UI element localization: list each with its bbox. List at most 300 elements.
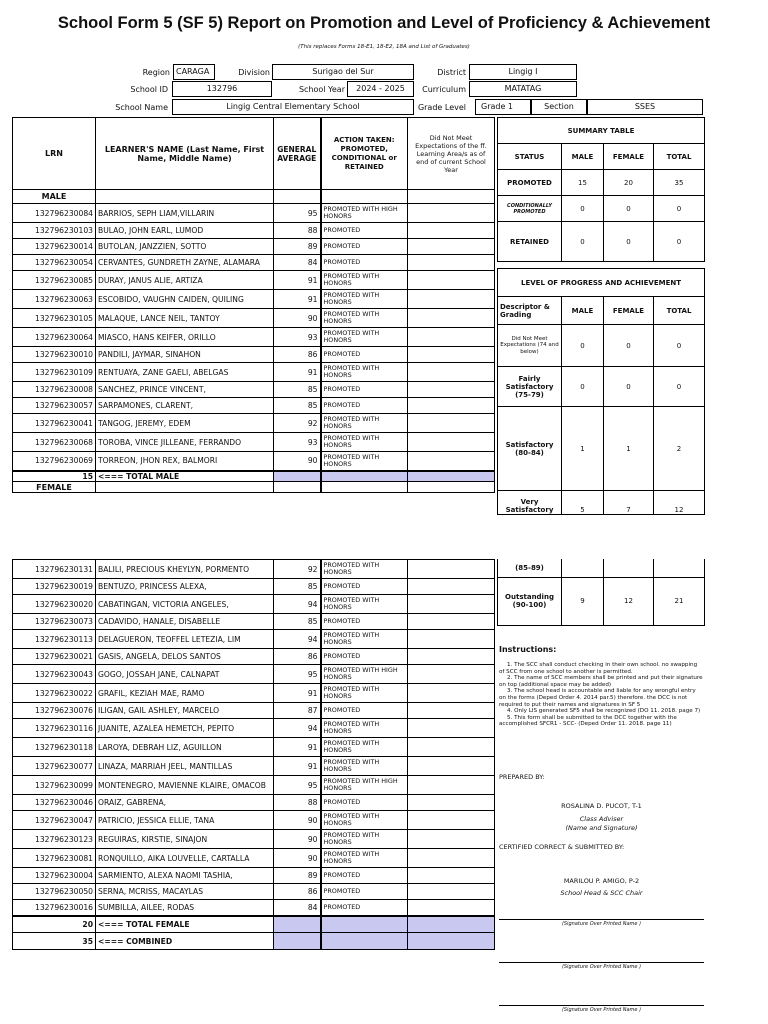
learner-action: PROMOTED WITH HONORS [321, 719, 408, 738]
learner-action: PROMOTED WITH HIGH HONORS [321, 204, 408, 223]
learner-lrn: 132796230008 [13, 382, 96, 398]
learner-row [13, 204, 495, 223]
learners-table-bottom [12, 559, 495, 950]
learner-average: 90 [274, 849, 321, 868]
learner-name: CADAVIDO, HANALE, DISABELLE [96, 614, 274, 630]
signature-caption: (Signature Over Printed Name ) [561, 964, 642, 970]
summary-status-header: STATUS [498, 144, 562, 170]
col-action: ACTION TAKEN: PROMOTED, CONDITIONAL or RETAINED [321, 118, 408, 190]
learner-row [13, 560, 495, 579]
learner-row [13, 290, 495, 309]
form-title: School Form 5 (SF 5) Report on Promotion and Level of Proficiency & Achievement [57, 14, 711, 32]
curriculum-value: MATATAG [469, 81, 577, 97]
learner-action: PROMOTED [321, 347, 408, 363]
learner-name: MONTENEGRO, MAVIENNE KLAIRE, OMACOB [96, 776, 274, 795]
learner-action: PROMOTED WITH HONORS [321, 811, 408, 830]
learner-action: PROMOTED WITH HONORS [321, 738, 408, 757]
learner-lrn: 132796230084 [13, 204, 96, 223]
learner-lrn: 132796230064 [13, 328, 96, 347]
curriculum-label: Curriculum [422, 85, 466, 94]
learner-average: 86 [274, 884, 321, 900]
district-label: District [437, 68, 466, 77]
summary-promoted-label: PROMOTED [498, 170, 562, 196]
learner-lrn: 132796230054 [13, 255, 96, 271]
learner-name: RENTUAYA, ZANE GAELI, ABELGAS [96, 363, 274, 382]
certified-label: CERTIFIED CORRECT & SUBMITTED BY: [499, 843, 625, 851]
learner-average: 88 [274, 223, 321, 239]
adviser-note: (Name and Signature) [565, 824, 638, 832]
learner-average: 93 [274, 433, 321, 452]
learner-name: ORAIZ, GABRENA, [96, 795, 274, 811]
progress-out-total: 21 [654, 577, 705, 625]
learner-row [13, 414, 495, 433]
learners-table-top [12, 117, 495, 493]
learner-row [13, 811, 495, 830]
school-name-label: School Name [115, 103, 168, 112]
learner-dnm [408, 757, 495, 776]
learner-dnm [408, 649, 495, 665]
learner-lrn: 132796230105 [13, 309, 96, 328]
learner-name: SARMIENTO, ALEXA NAOMI TASHIA, [96, 868, 274, 884]
col-lrn: LRN [13, 118, 96, 190]
learner-action: PROMOTED WITH HONORS [321, 560, 408, 579]
female-label: FEMALE [13, 482, 96, 493]
learner-name: GRAFIL, KEZIAH MAE, RAMO [96, 684, 274, 703]
learner-name: SUMBILLA, AILEE, RODAS [96, 900, 274, 916]
learner-row [13, 738, 495, 757]
progress-sat-total: 2 [654, 407, 705, 491]
progress-vsat-female: 7 [604, 491, 654, 515]
learner-average: 91 [274, 271, 321, 290]
summary-retained-female: 0 [604, 222, 654, 262]
learner-row [13, 665, 495, 684]
learner-average: 95 [274, 776, 321, 795]
learner-lrn: 132796230123 [13, 830, 96, 849]
learner-average: 94 [274, 630, 321, 649]
learner-action: PROMOTED WITH HONORS [321, 414, 408, 433]
learner-average: 94 [274, 595, 321, 614]
progress-total-header: TOTAL [654, 297, 705, 325]
learner-dnm [408, 255, 495, 271]
table-header-row [13, 118, 495, 190]
learner-average: 86 [274, 347, 321, 363]
grade-level-label: Grade Level [417, 103, 466, 112]
total-female-label: <=== TOTAL FEMALE [96, 916, 274, 933]
instructions-title: Instructions: [499, 645, 557, 654]
learner-name: BENTUZO, PRINCESS ALEXA, [96, 579, 274, 595]
learner-dnm [408, 382, 495, 398]
total-male-label: <=== TOTAL MALE [96, 471, 274, 482]
learner-dnm [408, 223, 495, 239]
learner-lrn: 132796230109 [13, 363, 96, 382]
learner-dnm [408, 239, 495, 255]
learner-average: 91 [274, 757, 321, 776]
learner-dnm [408, 204, 495, 223]
learner-name: TORREON, JHON REX, BALMORI [96, 452, 274, 471]
col-dnm: Did Not Meet Expectations of the ff. Learning Area/s as of end of current School Year [408, 118, 495, 190]
learner-name: ESCOBIDO, VAUGHN CAIDEN, QUILING [96, 290, 274, 309]
summary-conditional-male: 0 [562, 196, 604, 222]
learner-lrn: 132796230099 [13, 776, 96, 795]
summary-conditional-total: 0 [654, 196, 705, 222]
learner-average: 87 [274, 703, 321, 719]
total-male-count: 15 [13, 471, 96, 482]
learner-action: PROMOTED [321, 398, 408, 414]
learner-row [13, 703, 495, 719]
instruction-item: 3. The school head is accountable and liable for any wrongful entry on the forms (Deped Order 4. 2014 par.5) therefore. the DCC is not required to put their names and signatures in SF 5 [499, 688, 696, 708]
learner-dnm [408, 614, 495, 630]
learner-average: 91 [274, 363, 321, 382]
learner-dnm [408, 398, 495, 414]
progress-vsat-total: 12 [654, 491, 705, 515]
summary-title: SUMMARY TABLE [498, 118, 705, 144]
progress-dnm-label: Did Not Meet Expectations (74 and below) [498, 325, 562, 367]
learner-lrn: 132796230046 [13, 795, 96, 811]
learner-lrn: 132796230073 [13, 614, 96, 630]
learner-row [13, 849, 495, 868]
learner-lrn: 132796230113 [13, 630, 96, 649]
learner-name: LAROYA, DEBRAH LIZ, AGUILLON [96, 738, 274, 757]
summary-promoted-male: 15 [562, 170, 604, 196]
learner-row [13, 884, 495, 900]
learner-name: GOGO, JOSSAH JANE, CALNAPAT [96, 665, 274, 684]
learner-action: PROMOTED [321, 382, 408, 398]
learner-row [13, 795, 495, 811]
learner-lrn: 132796230057 [13, 398, 96, 414]
learner-lrn: 132796230004 [13, 868, 96, 884]
learner-lrn: 132796230010 [13, 347, 96, 363]
learner-name: PANDILI, JAYMAR, SINAHON [96, 347, 274, 363]
learner-row [13, 255, 495, 271]
learner-dnm [408, 868, 495, 884]
division-label: Division [238, 68, 270, 77]
learner-average: 90 [274, 452, 321, 471]
learner-lrn: 132796230063 [13, 290, 96, 309]
learner-average: 90 [274, 830, 321, 849]
learner-name: GASIS, ANGELA, DELOS SANTOS [96, 649, 274, 665]
progress-female-header: FEMALE [604, 297, 654, 325]
learner-dnm [408, 328, 495, 347]
instruction-item: 5. This form shall be submitted to the DCC together with the accomplished SFCR1 - SCC- (Deped Order 11. 2018. page 11) [499, 714, 677, 728]
male-label: MALE [13, 190, 96, 204]
summary-retained-label: RETAINED [498, 222, 562, 262]
learner-average: 86 [274, 649, 321, 665]
learner-dnm [408, 579, 495, 595]
learner-action: PROMOTED WITH HIGH HONORS [321, 776, 408, 795]
learner-row [13, 223, 495, 239]
learner-average: 85 [274, 382, 321, 398]
col-average: GENERAL AVERAGE [274, 118, 321, 190]
progress-out-male: 9 [562, 577, 604, 625]
progress-sat-label: Satisfactory (80-84) [498, 407, 562, 491]
learner-average: 91 [274, 290, 321, 309]
learner-action: PROMOTED [321, 255, 408, 271]
learner-action: PROMOTED WITH HONORS [321, 849, 408, 868]
learner-name: RONQUILLO, AIKA LOUVELLE, CARTALLA [96, 849, 274, 868]
summary-promoted-female: 20 [604, 170, 654, 196]
learner-lrn: 132796230076 [13, 703, 96, 719]
learner-dnm [408, 719, 495, 738]
learner-action: PROMOTED WITH HONORS [321, 309, 408, 328]
learner-average: 94 [274, 719, 321, 738]
summary-conditional-label: CONDITIONALLY PROMOTED [498, 196, 562, 222]
learner-average: 95 [274, 204, 321, 223]
progress-dnm-male: 0 [562, 325, 604, 367]
school-year-value: 2024 - 2025 [347, 81, 414, 97]
learner-action: PROMOTED [321, 614, 408, 630]
learner-dnm [408, 665, 495, 684]
learner-row [13, 579, 495, 595]
learner-average: 88 [274, 795, 321, 811]
learner-action: PROMOTED [321, 703, 408, 719]
learner-lrn: 132796230050 [13, 884, 96, 900]
instruction-item: 1. The SCC shall conduct checking in their own school. no swapping of SCC from one school to another is permitted. [499, 662, 698, 675]
learner-action: PROMOTED [321, 239, 408, 255]
learner-action: PROMOTED WITH HONORS [321, 830, 408, 849]
form-subtitle: (This replaces Forms 18-E1, 18-E2, 18A and List of Graduates) [298, 44, 470, 50]
learner-name: CABATINGAN, VICTORIA ANGELES, [96, 595, 274, 614]
learner-row [13, 900, 495, 916]
head-name: MARILOU P. AMIGO, P-2 [563, 877, 640, 885]
learner-dnm [408, 309, 495, 328]
learner-lrn: 132796230043 [13, 665, 96, 684]
learner-row [13, 630, 495, 649]
combined-row [13, 933, 495, 950]
learner-dnm [408, 900, 495, 916]
learner-average: 85 [274, 614, 321, 630]
learner-average: 85 [274, 398, 321, 414]
school-year-label: School Year [298, 85, 345, 94]
section-label: Section [531, 99, 587, 115]
learner-lrn: 132796230069 [13, 452, 96, 471]
head-role: School Head & SCC Chair [560, 889, 643, 897]
prepared-by-label: PREPARED BY: [499, 773, 545, 781]
learner-name: CERVANTES, GUNDRETH ZAYNE, ALAMARA [96, 255, 274, 271]
learner-average: 89 [274, 868, 321, 884]
learner-dnm [408, 560, 495, 579]
learner-average: 91 [274, 738, 321, 757]
learner-lrn: 132796230020 [13, 595, 96, 614]
learner-lrn: 132796230041 [13, 414, 96, 433]
learner-average: 92 [274, 414, 321, 433]
progress-male-header: MALE [562, 297, 604, 325]
learner-action: PROMOTED WITH HONORS [321, 452, 408, 471]
learner-average: 93 [274, 328, 321, 347]
signature-caption: (Signature Over Printed Name ) [561, 1007, 642, 1013]
learner-action: PROMOTED [321, 795, 408, 811]
learner-row [13, 328, 495, 347]
learner-name: ILIGAN, GAIL ASHLEY, MARCELO [96, 703, 274, 719]
adviser-role: Class Adviser [579, 815, 624, 823]
learner-average: 92 [274, 560, 321, 579]
total-female-row [13, 916, 495, 933]
school-id-value: 132796 [172, 81, 272, 97]
total-female-count: 20 [13, 916, 96, 933]
progress-fair-female: 0 [604, 367, 654, 407]
learner-name: DURAY, JANUS ALIE, ARTIZA [96, 271, 274, 290]
learner-action: PROMOTED WITH HONORS [321, 290, 408, 309]
learner-name: SANCHEZ, PRINCE VINCENT, [96, 382, 274, 398]
learner-lrn: 132796230103 [13, 223, 96, 239]
summary-conditional-female: 0 [604, 196, 654, 222]
learner-lrn: 132796230077 [13, 757, 96, 776]
learner-name: BULAO, JOHN EARL, LUMOD [96, 223, 274, 239]
learner-average: 84 [274, 255, 321, 271]
summary-promoted-total: 35 [654, 170, 705, 196]
learner-name: SERNA, MCRISS, MACAYLAS [96, 884, 274, 900]
learner-dnm [408, 738, 495, 757]
learner-lrn: 132796230021 [13, 649, 96, 665]
learner-average: 91 [274, 684, 321, 703]
learner-name: LINAZA, MARRIAH JEEL, MANTILLAS [96, 757, 274, 776]
learner-row [13, 757, 495, 776]
learner-average: 85 [274, 579, 321, 595]
learner-action: PROMOTED WITH HONORS [321, 757, 408, 776]
learner-lrn: 132796230118 [13, 738, 96, 757]
learner-average: 90 [274, 309, 321, 328]
progress-vsat-range: (85-89) [498, 559, 562, 577]
learner-row [13, 239, 495, 255]
learner-lrn: 132796230022 [13, 684, 96, 703]
learner-name: TANGOG, JEREMY, EDEM [96, 414, 274, 433]
learner-row [13, 595, 495, 614]
learner-row [13, 776, 495, 795]
learner-dnm [408, 347, 495, 363]
summary-total-header: TOTAL [654, 144, 705, 170]
learner-row [13, 433, 495, 452]
total-male-row [13, 471, 495, 482]
learner-dnm [408, 795, 495, 811]
learner-action: PROMOTED WITH HONORS [321, 630, 408, 649]
learner-action: PROMOTED WITH HONORS [321, 433, 408, 452]
learner-row [13, 719, 495, 738]
learner-average: 95 [274, 665, 321, 684]
female-rows [13, 560, 495, 916]
learner-action: PROMOTED [321, 649, 408, 665]
school-id-label: School ID [130, 85, 168, 94]
learner-name: DELAGUERON, TEOFFEL LETEZIA, LIM [96, 630, 274, 649]
progress-fair-total: 0 [654, 367, 705, 407]
learner-action: PROMOTED [321, 900, 408, 916]
section-value: SSES [587, 99, 703, 115]
learner-dnm [408, 433, 495, 452]
grade-level-value: Grade 1 [475, 99, 531, 115]
learner-action: PROMOTED WITH HONORS [321, 684, 408, 703]
learner-lrn: 132796230116 [13, 719, 96, 738]
instruction-item: 2. The name of SCC members shall be printed and put their signature on top (additional space may be added) [499, 675, 703, 688]
learner-row [13, 363, 495, 382]
learner-name: PATRICIO, JESSICA ELLIE, TANA [96, 811, 274, 830]
progress-vsat-male: 5 [562, 491, 604, 515]
progress-vsat-label: Very Satisfactory [498, 491, 562, 515]
learner-action: PROMOTED WITH HIGH HONORS [321, 665, 408, 684]
region-value: CARAGA [173, 64, 215, 80]
learner-name: JUANITE, AZALEA HEMETCH, PEPITO [96, 719, 274, 738]
learner-action: PROMOTED [321, 579, 408, 595]
region-label: Region [142, 68, 170, 77]
learner-lrn: 132796230085 [13, 271, 96, 290]
male-rows [13, 204, 495, 471]
learner-average: 84 [274, 900, 321, 916]
learner-name: TOROBA, VINCE JILLEANE, FERRANDO [96, 433, 274, 452]
instructions-list [499, 662, 704, 728]
learner-dnm [408, 776, 495, 795]
learner-row [13, 868, 495, 884]
learner-average: 90 [274, 811, 321, 830]
combined-count: 35 [13, 933, 96, 950]
learner-name: MALAQUE, LANCE NEIL, TANTOY [96, 309, 274, 328]
progress-desc-header: Descriptor & Grading [498, 297, 562, 325]
learner-dnm [408, 271, 495, 290]
learner-row [13, 309, 495, 328]
progress-sat-male: 1 [562, 407, 604, 491]
learner-lrn: 132796230047 [13, 811, 96, 830]
learner-lrn: 132796230019 [13, 579, 96, 595]
district-value: Lingig I [469, 64, 577, 80]
learner-average: 89 [274, 239, 321, 255]
learner-dnm [408, 703, 495, 719]
learner-row [13, 452, 495, 471]
learner-name: BALILI, PRECIOUS KHEYLYN, PORMENTO [96, 560, 274, 579]
progress-dnm-total: 0 [654, 325, 705, 367]
signature-line [499, 1005, 704, 1006]
learner-row [13, 614, 495, 630]
learner-dnm [408, 884, 495, 900]
combined-label: <=== COMBINED [96, 933, 274, 950]
progress-dnm-female: 0 [604, 325, 654, 367]
summary-table [497, 117, 705, 262]
learner-action: PROMOTED WITH HONORS [321, 363, 408, 382]
learner-name: SARPAMONES, CLARENT, [96, 398, 274, 414]
school-name-value: Lingig Central Elementary School [172, 99, 414, 115]
learner-lrn: 132796230068 [13, 433, 96, 452]
learner-dnm [408, 363, 495, 382]
learner-row [13, 649, 495, 665]
signature-line [499, 919, 704, 920]
instruction-item: 4. Only LIS generated SF5 shall be recognized (DO 11. 2018. page 7) [507, 708, 701, 715]
progress-table-bottom [497, 559, 705, 626]
learner-action: PROMOTED [321, 223, 408, 239]
learner-row [13, 684, 495, 703]
learner-dnm [408, 849, 495, 868]
progress-title: LEVEL OF PROGRESS AND ACHIEVEMENT [498, 269, 705, 297]
learner-dnm [408, 684, 495, 703]
learner-action: PROMOTED WITH HONORS [321, 595, 408, 614]
learner-name: BUTOLAN, JANZZIEN, SOTTO [96, 239, 274, 255]
division-value: Surigao del Sur [272, 64, 414, 80]
learner-dnm [408, 595, 495, 614]
learner-name: MIASCO, HANS KEIFER, ORILLO [96, 328, 274, 347]
learner-dnm [408, 830, 495, 849]
learner-lrn: 132796230131 [13, 560, 96, 579]
learner-dnm [408, 452, 495, 471]
adviser-name: ROSALINA D. PUCOT, T-1 [561, 802, 642, 810]
progress-fair-label: Fairly Satisfactory (75-79) [498, 367, 562, 407]
col-name: LEARNER'S NAME (Last Name, First Name, Middle Name) [96, 118, 274, 190]
learner-action: PROMOTED [321, 884, 408, 900]
summary-female-header: FEMALE [604, 144, 654, 170]
learner-dnm [408, 414, 495, 433]
learner-name: REGUIRAS, KIRSTIE, SINAJON [96, 830, 274, 849]
learner-row [13, 830, 495, 849]
learner-lrn: 132796230014 [13, 239, 96, 255]
learner-row [13, 347, 495, 363]
learner-row [13, 382, 495, 398]
learner-name: BARRIOS, SEPH LIAM,VILLARIN [96, 204, 274, 223]
summary-retained-male: 0 [562, 222, 604, 262]
learner-action: PROMOTED WITH HONORS [321, 271, 408, 290]
summary-male-header: MALE [562, 144, 604, 170]
